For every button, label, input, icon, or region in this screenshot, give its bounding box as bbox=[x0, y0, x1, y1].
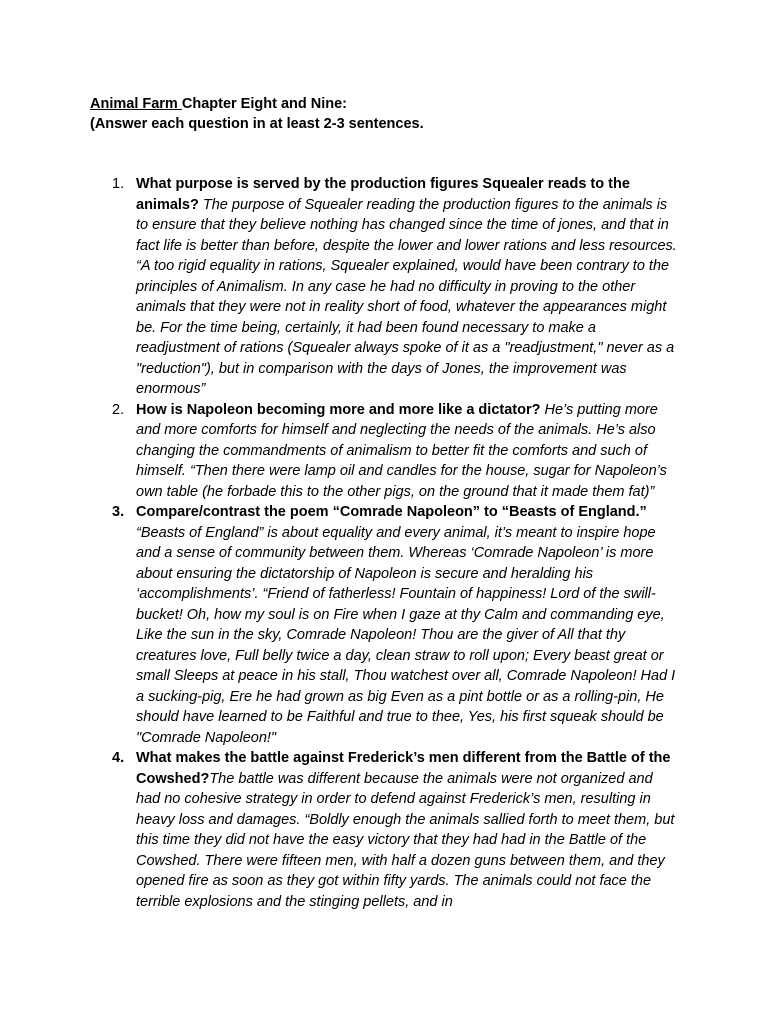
question-item-4 bbox=[108, 748, 680, 912]
question-text: What purpose is served by the production figures Squealer reads to the animals? bbox=[136, 176, 630, 213]
answer-text: The battle was different because the animals were not organized and had no cohesive strategy in order to defend against Frederick’s men, resulting in heavy loss and damages. “Boldly enough the animals sallied forth to meet them, but this time they did not have the easy victory that they had had in the Battle of the Cowshed. There were fifteen men, with half a dozen guns between them, and they opened fire as soon as they got within fifty yards. The animals could not face the terrible explosions and the stinging pellets, and in bbox=[136, 770, 675, 910]
chapter-title: Chapter Eight and Nine: bbox=[181, 96, 348, 112]
question-item-2 bbox=[108, 400, 680, 503]
question-text: How is Napoleon becoming more and more like a dictator? bbox=[136, 401, 541, 418]
question-number: 1. bbox=[112, 176, 125, 192]
book-title: Animal Farm bbox=[90, 96, 182, 112]
question-number: 2. bbox=[112, 401, 125, 418]
document-title bbox=[90, 94, 347, 114]
question-item-1 bbox=[108, 174, 680, 400]
answer-text: He’s putting more and more comforts for himself and neglecting the needs of the animals. He’s also changing the commandments of animalism to better fit the comforts and such of himself. “Then there were lamp oil and candles for the house, sugar for Napoleon’s own table (he forbade this to the other pigs, on the ground that it made them fat)” bbox=[136, 401, 667, 500]
question-text: What makes the battle against Frederick’s men different from the Battle of the Cowshed? bbox=[136, 750, 671, 787]
question-number: 3. bbox=[112, 504, 125, 520]
answer-text: The purpose of Squealer reading the production figures to the animals is to ensure that they believe nothing has changed since the time of jones, and that in fact life is better than before, despite the lower and lower rations and less resources. “A too rigid equality in rations, Squealer explained, would have been contrary to the principles of Animalism. In any case he had no difficulty in proving to the other animals that they were not in reality short of food, whatever the appearances might be. For the time being, certainly, it had been found necessary to make a readjustment of rations (Squealer always spoke of it as a "readjustment," never as a "reduction"), but in comparison with the days of Jones, the improvement was enormous” bbox=[136, 196, 677, 397]
answer-text: “Beasts of England” is about equality and every animal, it’s meant to inspire hope and a sense of community between them. Whereas ‘Comrade Napoleon’ is more about ensuring the dictatorship of Napoleon is secure and heralding his ‘accomplishments’. “Friend of fatherless! Fountain of happiness! Lord of the swill-bucket! Oh, how my soul is on Fire when I gaze at thy Calm and commanding eye, Like the sun in the sky, Comrade Napoleon! Thou are the giver of All that thy creatures love, Full belly twice a day, clean straw to roll upon; Every beast great or small Sleeps at peace in his stall, Thou watchest over all, Comrade Napoleon! Had I a sucking-pig, Ere he had grown as big Even as a pint bottle or as a rolling-pin, He should have learned to be Faithful and true to thee, Yes, his first squeak should be "Comrade Napoleon!" bbox=[136, 524, 676, 746]
question-item-3 bbox=[108, 502, 680, 748]
instructions: (Answer each question in at least 2-3 sentences. bbox=[90, 116, 424, 132]
question-text: Compare/contrast the poem “Comrade Napoleon” to “Beasts of England.” bbox=[136, 504, 647, 520]
question-list bbox=[108, 174, 680, 912]
question-number: 4. bbox=[112, 750, 125, 766]
